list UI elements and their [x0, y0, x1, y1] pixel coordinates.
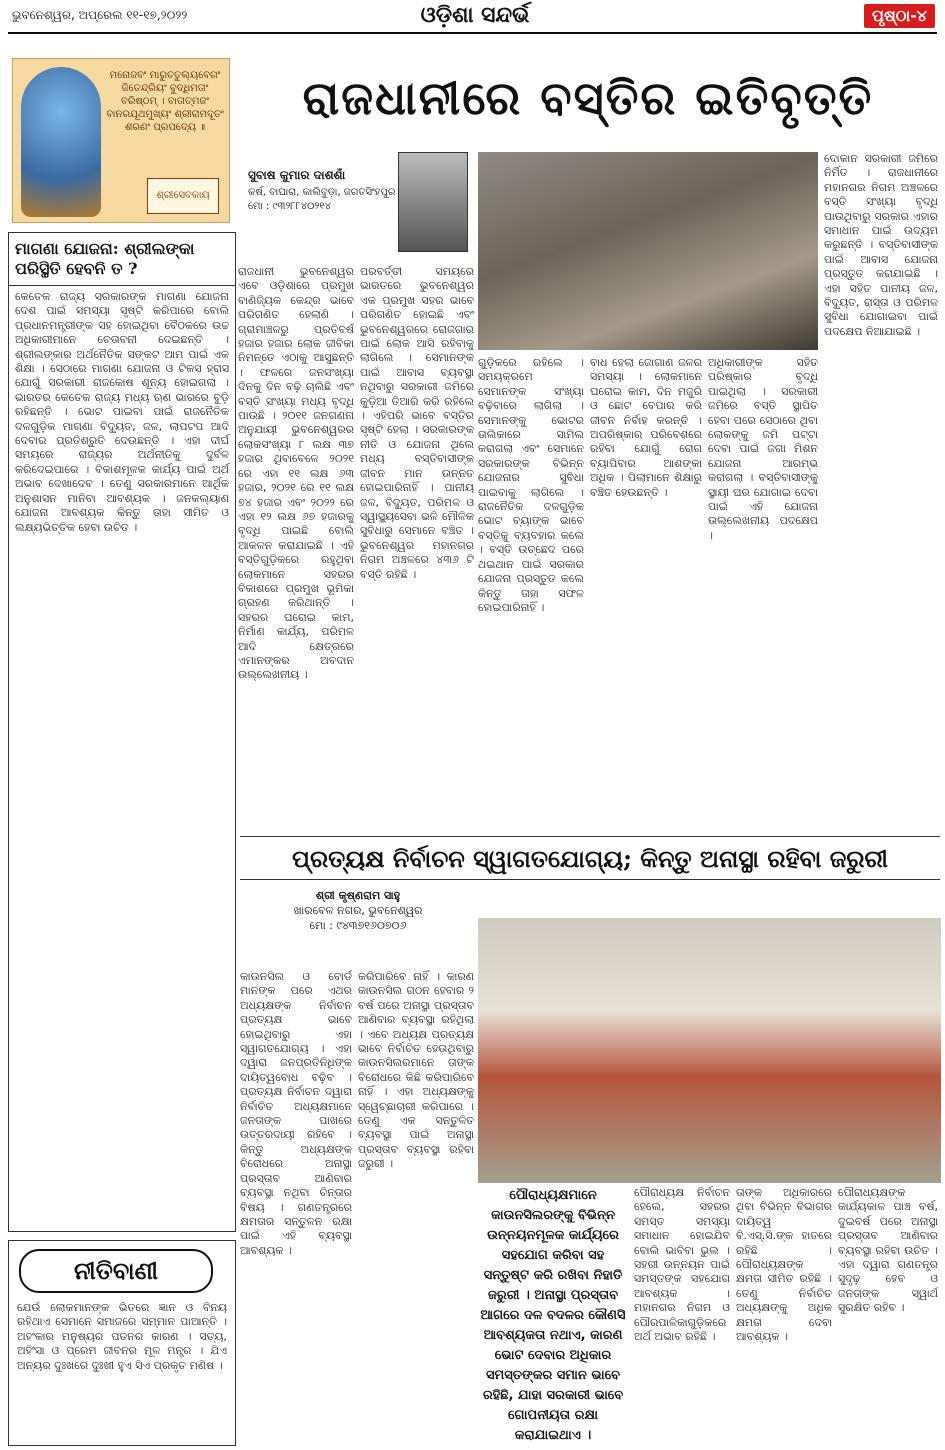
editorial-box: [8, 232, 236, 1232]
page-number-badge: ପୃଷ୍ଠା-୪: [864, 4, 935, 28]
article2-headline: ପ୍ରତ୍ୟକ୍ଷ ନିର୍ବାଚନ ସ୍ୱାଗତଯୋଗ୍ୟ; କିନ୍ତୁ ଅନାସ୍ଥା ରହିବା ଜରୁରୀ: [240, 836, 940, 880]
article1-author: ସୁବାଷ କୁମାର ଦାଶଶାଁ: [248, 168, 346, 182]
article2-column-1: କାଉନସିଲ ଓ ବୋର୍ଡ ମାନଙ୍କ ପରେ ଏଥର ଅଧ୍ୟକ୍ଷଙ୍କ ନିର୍ବାଚନ ପ୍ରତ୍ୟକ୍ଷ ଭାବେ ହୋଇଥିବାରୁ ଏହା ସ୍ୱାଗତଯୋଗ୍ୟ । ଏହା ଦ୍ୱାରା ଜନପ୍ରତିନିଧିଙ୍କ ଦାୟିତ୍ୱବୋଧ ବଢ଼ିବ । ପ୍ରତ୍ୟକ୍ଷ ନିର୍ବାଚନ ଦ୍ୱାରା ନିର୍ବାଚିତ ଅଧ୍ୟକ୍ଷମାନେ ଜନତାଙ୍କ ପାଖରେ ଉତ୍ତରଦାୟୀ ରହିବେ । କିନ୍ତୁ ଅଧ୍ୟକ୍ଷଙ୍କ ବିରୋଧରେ ଅନାସ୍ଥା ପ୍ରସ୍ତାବ ଆଣିବାର ବ୍ୟବସ୍ଥା ନଥିବା ଚିନ୍ତାର ବିଷୟ । ଗଣତନ୍ତ୍ରରେ କ୍ଷମତାର ସନ୍ତୁଳନ ରକ୍ଷା ପାଇଁ ଏହି ବ୍ୟବସ୍ଥା ଆବଶ୍ୟକ ।: [240, 970, 352, 1257]
article1-column-6: ଦୋକାନ ସରକାରୀ ଜମିରେ ନିର୍ମିତ । ରାଜଧାନୀରେ ମହାନଗର ନିଗମ ଅଞ୍ଚଳରେ ବସ୍ତି ସଂଖ୍ୟା ବୃଦ୍ଧି ପାଉଥିବାରୁ ସରକାର ଏହାର ସମାଧାନ ପାଇଁ ଉଦ୍ୟମ କରୁଛନ୍ତି । ବସ୍ତିବାସୀଙ୍କ ପାଇଁ ଆବାସ ଯୋଜନା ପ୍ରସ୍ତୁତ କରାଯାଇଛି । ଏହା ସହିତ ପାନୀୟ ଜଳ, ବିଦ୍ୟୁତ, ରାସ୍ତା ଓ ପରିମଳ ସୁବିଧା ଯୋଗାଇବା ପାଇଁ ପଦକ୍ଷେପ ନିଆଯାଇଛି ।: [824, 152, 938, 338]
article2-author: ଶ୍ରୀ କୃଷ୍ଣରାମ ସାହୁ: [315, 889, 401, 902]
ad-verse: ମନୋଜବଂ ମାରୁତତୁଲ୍ୟବେଗଂ ଜିତେନ୍ଦ୍ରିୟଂ ବୁଦ୍ଧିମତାଂ ବରିଷ୍ଠମ୍ । ବାତାତ୍ମଜଂ ବାନରଯୂଥମୁଖ୍ୟଂ ଶ୍ରୀରାମଦୂତଂ ଶରଣଂ ପ୍ରପଦ୍ୟେ ॥: [106, 70, 224, 133]
devotional-ad: [12, 58, 230, 223]
article1-column-4: ବାଧ ହେଲା ଜୋଗାଣ ଜଳର ସମସ୍ୟା । ଲୋକମାନେ ଘରୋଇ କାମ, ଦିନ ମଜୁରି ଓ ଛୋଟ ବେପାର କରି ଜୀବନ ନିର୍ବାହ କରନ୍ତି । ଅପରିଷ୍କାର ପରିବେଶରେ ରହିବା ଯୋଗୁଁ ରୋଗ ବ୍ୟାପିବାର ଆଶଙ୍କା ଅଧିକ । ପିଲାମାନେ ଶିକ୍ଷାରୁ ବଞ୍ଚିତ ହେଉଛନ୍ତି ।: [590, 356, 702, 499]
article1-column-2: ପରବର୍ତ୍ତୀ ସମୟରେ ଭାରତରେ ଭୁବନେଶ୍ୱର ଏକ ପ୍ରମୁଖ ସହର ଭାବେ ପରିଗଣିତ ହୋଇଛି ଏବଂ ଭୁବନେଶ୍ୱରରେ ରୋଜଗାର ପାଇଁ ଲୋକ ଆସି ରହିବାକୁ ଲାଗିଲେ । ସେମାନଙ୍କ ପାଇଁ ଆବାସ ବ୍ୟବସ୍ଥା ନଥିବାରୁ ସରକାରୀ ଜମିରେ କୁଡ଼ିଆ ତିଆରି କରି ରହିଲେ । ଏହିପରି ଭାବେ ବସ୍ତିର ସୃଷ୍ଟି ହେଲା । ସରକାରଙ୍କ ନୀତି ଓ ଯୋଜନା ଥିଲେ ମଧ୍ୟ ବସ୍ତିବାସୀଙ୍କ ଜୀବନ ମାନ ଉନ୍ନତ ହୋଇପାରିନାହିଁ । ପାନୀୟ ଜଳ, ବିଦ୍ୟୁତ, ପରିମଳ ଓ ସ୍ୱାସ୍ଥ୍ୟସେବା ଭଳି ମୌଳିକ ସୁବିଧାରୁ ସେମାନେ ବଞ୍ଚିତ । ଭୁବନେଶ୍ୱର ମହାନଗର ନିଗମ ଅଞ୍ଚଳରେ ୪୩୬ ଟି ବସ୍ତି ରହିଛି ।: [360, 265, 474, 581]
article1-address: [248, 186, 398, 214]
article2-column-5: ପୌରାଧ୍ୟକ୍ଷଙ୍କ କାର୍ଯ୍ୟକାଳ ପାଞ୍ଚ ବର୍ଷ, ଦୁଇବର୍ଷ ପରେ ଅନାସ୍ଥା ପ୍ରସ୍ତାବ ଆଣିବାର ବ୍ୟବସ୍ଥା ରହିବା ଉଚିତ । ଏହା ଦ୍ୱାରା ଗଣତନ୍ତ୍ର ସୁଦୃଢ଼ ହେବ ଓ ଜନତାଙ୍କ ସ୍ୱାର୍ଥ ସୁରକ୍ଷିତ ରହିବ ।: [838, 1186, 938, 1315]
article1-column-3: ଗୁଡ଼ିକରେ ରହିଲେ । ସମୟକ୍ରମେ ସେମାନଙ୍କ ସଂଖ୍ୟା ବଢ଼ିବାରେ ଲାଗିଲା । ସେମାନଙ୍କୁ ଭୋଟର ତାଲିକାରେ ସାମିଲ କରାଗଲା ଏବଂ ସେମାନେ ସରକାରଙ୍କ ବିଭିନ୍ନ ଯୋଜନାର ସୁବିଧା ପାଇବାକୁ ଲାଗିଲେ । ରାଜନୈତିକ ଦଳଗୁଡ଼ିକ ଭୋଟ ବ୍ୟାଙ୍କ ଭାବେ ବସ୍ତିକୁ ବ୍ୟବହାର କଲେ । ବସ୍ତି ଉଚ୍ଛେଦ ପରେ ଥଇଥାନ ପାଇଁ ସରକାର ଯୋଜନା ପ୍ରସ୍ତୁତ କଲେ କିନ୍ତୁ ତାହା ସଫଳ ହୋଇପାରିନାହିଁ ।: [478, 356, 584, 614]
editorial-title: ମାଗଣା ଯୋଜନା: ଶ୍ରୀଲଙ୍କା ପରିସ୍ଥିତି ହେବନି ତ ?: [9, 233, 235, 286]
editorial-body: କେତେକ ରାଜ୍ୟ ସରକାରଙ୍କ ମାଗଣା ଯୋଜନା ଦେଶ ପାଇଁ ସମସ୍ୟା ସୃଷ୍ଟି କରିପାରେ ବୋଲି ପ୍ରଧାନମନ୍ତ୍ରୀଙ୍କ ସହ ହୋଇଥିବା ବୈଠକରେ ଉଚ୍ଚ ଅଧିକାରୀମାନେ ଚେତାବନୀ ଦେଇଛନ୍ତି । ଶ୍ରୀଲଙ୍କାର ଅର୍ଥନୈତିକ ସଙ୍କଟ ଆମ ପାଇଁ ଏକ ଶିକ୍ଷା । ସେଠାରେ ମାଗଣା ଯୋଜନା ଓ ଟିକସ ହ୍ରାସ ଯୋଗୁଁ ସରକାରୀ ରାଜକୋଷ ଶୂନ୍ୟ ହୋଇଗଲା । ଭାରତର କେତେକ ରାଜ୍ୟ ମଧ୍ୟ ଋଣ ଭାରରେ ବୁଡ଼ି ରହିଛନ୍ତି । ଭୋଟ ପାଇବା ପାଇଁ ରାଜନୈତିକ ଦଳଗୁଡ଼ିକ ମାଗଣା ବିଦ୍ୟୁତ, ଜଳ, ଲାପଟପ ଆଦି ଦେବାର ପ୍ରତିଶ୍ରୁତି ଦେଉଛନ୍ତି । ଏହା ଦୀର୍ଘ ସମୟରେ ରାଜ୍ୟର ଅର୍ଥନୀତିକୁ ଦୁର୍ବଳ କରିଦେଇପାରେ । ବିକାଶମୂଳକ କାର୍ଯ୍ୟ ପାଇଁ ଅର୍ଥ ଅଭାବ ଦେଖାଦେବ । ତେଣୁ ସରକାରମାନେ ଆର୍ଥିକ ଅନୁଶାସନ ମାନିବା ଆବଶ୍ୟକ । ଜନକଲ୍ୟାଣ ଯୋଜନା ଆବଶ୍ୟକ କିନ୍ତୁ ତାହା ସୀମିତ ଓ ଲକ୍ଷ୍ୟଭିତ୍ତିକ ହେବା ଉଚିତ ।: [15, 290, 229, 534]
article2-address: ଖାରବେଳ ନଗର, ଭୁବନେଶ୍ୱର: [293, 904, 423, 917]
ad-sponsor-logo: ଶ୍ରୀସେବକାୟ: [147, 178, 219, 214]
article1-column-5: ଅଧିକାରୀଙ୍କ ସହିତ ପରିଷ୍କାର ବୃଦ୍ଧି ପାଇଥିଲା । ସରକାରୀ ଜମିରେ ବସ୍ତି ସ୍ଥାପିତ ହେବା ପରେ ସେଠାରେ ଥିବା ଲୋକଙ୍କୁ ଜମି ପଟ୍ଟା ଦେବା ପାଇଁ ଜଗା ମିଶନ ଯୋଜନା ଆରମ୍ଭ କରାଗଲା । ବସ୍ତିବାସୀଙ୍କୁ ସ୍ଥାୟୀ ଘର ଯୋଗାଇ ଦେବା ପାଇଁ ଏହି ଯୋଜନା ଉଲ୍ଲେଖନୀୟ ପଦକ୍ଷେପ ।: [708, 356, 818, 542]
article2-column-2: କରିପାରିବେ ନାହିଁ । କାରଣ କାଉନସିଲ ଗଠନ ହେବାର ୨ ବର୍ଷ ପରେ ଅନାସ୍ଥା ପ୍ରସ୍ତାବ ଆଣିବାର ବ୍ୟବସ୍ଥା ରହିଥିଲା । ଏବେ ଅଧ୍ୟକ୍ଷ ପ୍ରତ୍ୟକ୍ଷ ଭାବେ ନିର୍ବାଚିତ ହେଉଥିବାରୁ କାଉନସିଲରମାନେ ତାଙ୍କ ବିରୋଧରେ କିଛି କରିପାରିବେ ନାହିଁ । ଏହା ଅଧ୍ୟକ୍ଷଙ୍କୁ ସ୍ୱେଚ୍ଛାଚାରୀ କରିପାରେ । ତେଣୁ ଏକ ସନ୍ତୁଳିତ ବ୍ୟବସ୍ଥା ପାଇଁ ଅନାସ୍ଥା ପ୍ରସ୍ତାବ ବ୍ୟବସ୍ଥା ରହିବା ଜରୁରୀ ।: [358, 970, 474, 1171]
hanuman-image: [21, 67, 101, 217]
author-photo: [398, 152, 468, 252]
nitibani-title: ନୀତିବାଣୀ: [19, 1249, 213, 1293]
article2-byline: [240, 888, 476, 968]
nitibani-body: ଯେଉଁ ଲୋକମାନଙ୍କ ଭିତରେ ଜ୍ଞାନ ଓ ବିନୟ ରହିଥାଏ ସେମାନେ ସମାଜରେ ସମ୍ମାନ ପାଆନ୍ତି । ଅହଂକାର ମନୁଷ୍ୟର ପତନର କାରଣ । ସତ୍ୟ, ଅହିଂସା ଓ ପ୍ରେମ ଜୀବନର ମୂଳ ମନ୍ତ୍ର । ଯିଏ ଅନ୍ୟର ଦୁଃଖରେ ଦୁଃଖୀ ହୁଏ ସିଏ ପ୍ରକୃତ ମଣିଷ ।: [17, 1301, 227, 1372]
article1-column-1: ରାଜଧାନୀ ଭୁବନେଶ୍ୱର ଏବେ ଓଡ଼ିଶାରେ ପ୍ରମୁଖ ବାଣିଜ୍ୟିକ କେନ୍ଦ୍ର ଭାବେ ପରିଗଣିତ ହେଲାଣି । ଗ୍ରାମାଞ୍ଚଳରୁ ପ୍ରତିବର୍ଷ ହଜାର ହଜାର ଲୋକ ଜୀବିକା ନିମନ୍ତେ ଏଠାକୁ ଆସୁଛନ୍ତି । ଫଳରେ ଜନସଂଖ୍ୟା ଦିନକୁ ଦିନ ବଢ଼ି ଚାଲିଛି ଏବଂ ବସ୍ତି ସଂଖ୍ୟା ମଧ୍ୟ ବୃଦ୍ଧି ପାଉଛି । ୨୦୧୧ ଜନଗଣନା ଅନୁଯାୟୀ ଭୁବନେଶ୍ୱରର ଲୋକସଂଖ୍ୟା ୮ ଲକ୍ଷ ୩୭ ହଜାର ଥିବାବେଳେ ୨୦୨୧ ରେ ଏହା ୧୧ ଲକ୍ଷ ୬୩ ହଜାର, ୨୦୨୧ ରେ ୧୧ ଲକ୍ଷ ୭୪ ହଜାର ଏବଂ ୨୦୨୨ ରେ ଏହା ୧୨ ଲକ୍ଷ ୬୭ ହଜାରକୁ ବୃଦ୍ଧି ପାଇଛି ବୋଲି ଆକଳନ କରାଯାଇଛି । ଏହି ବସ୍ତିଗୁଡ଼ିକରେ ରହୁଥିବା ଲୋକମାନେ ସହରର ବିକାଶରେ ପ୍ରମୁଖ ଭୂମିକା ଗ୍ରହଣ କରିଥାନ୍ତି । ସହରର ଘରୋଇ କାମ, ନିର୍ମାଣ କାର୍ଯ୍ୟ, ପରିମଳ ଆଦି କ୍ଷେତ୍ରରେ ଏମାନଙ୍କର ଅବଦାନ ଉଲ୍ଲେଖନୀୟ ।: [238, 265, 354, 682]
voters-queue-photo: [478, 918, 941, 1183]
article2-phone: ମୋ : ୯୪୩୭୧୬୦୭୦୬: [309, 919, 407, 932]
article2-column-3: ପୌରାଧ୍ୟକ୍ଷ ନିର୍ବାଚନ ହେଲେ, ସହରର ସମସ୍ତ ସମସ୍ୟା ସମାଧାନ ହୋଇଯିବ ବୋଲି ଭାବିବା ଭୁଲ । ସହରୀ ଉନ୍ନୟନ ପାଇଁ ସମସ୍ତଙ୍କ ସହଯୋଗ ଆବଶ୍ୟକ । ମହାନଗର ନିଗମ ଓ ପୌରପାଳିକାଗୁଡ଼ିକରେ ଅର୍ଥ ଅଭାବ ରହିଛି ।: [634, 1186, 730, 1344]
slum-photo: [478, 152, 818, 350]
article2-column-4: ତାଙ୍କ ଅଧିକାରରେ ଥିବା ବିଭିନ୍ନ ବିଭାଗର ଦାୟିତ୍ୱ ବି.ଏସ୍.ସି.ଙ୍କ ହାତରେ ରହିଛି । ପୌରାଧ୍ୟକ୍ଷଙ୍କ କ୍ଷମତା ସୀମିତ ରହିଛି । ତେଣୁ ନିର୍ବାଚିତ ଅଧ୍ୟକ୍ଷଙ୍କୁ ଅଧିକ କ୍ଷମତା ଦେବା ଆବଶ୍ୟକ ।: [736, 1186, 832, 1344]
article1-headline: ରାଜଧାନୀରେ ବସ୍ତିର ଇତିବୃତ୍ତି: [302, 71, 874, 125]
nitibani-box: [8, 1240, 236, 1446]
issue-date: ଭୁବନେଶ୍ୱର, ଅପ୍ରେଲ ୧୧-୧୭,୨୦୨୨: [12, 8, 188, 22]
article1-byline: [238, 152, 468, 262]
article1-address-text: କର୍ଷ, ବାଘାରା, କାଲିବୁଡ଼ା, ଜଗତସିଂହପୁର: [248, 187, 396, 198]
article2-pullquote: ପୌରାଧ୍ୟକ୍ଷମାନେ କାଉନସିଲରଙ୍କୁ ବିଭିନ୍ନ ଉନ୍ନୟନମୂଳକ କାର୍ଯ୍ୟରେ ସହଯୋଗ କରିବା ସହ ସନ୍ତୁଷ୍ଟ କରି ରଖିବା ନିହାତି ଜରୁରୀ । ଅନାସ୍ଥା ପ୍ରସ୍ତାବ ଆଗରେ ଦଳ ବଦଳର କୌଣସି ଆବଶ୍ୟକତା ନଥାଏ, କାରଣ ଭୋଟ ଦେବାର ଅଧିକାର ସମସ୍ତଙ୍କର ସମାନ ଭାବେ ରହିଛି, ଯାହା ସରକାରୀ ଭାବେ ଗୋପନୀୟତା ରକ୍ଷା କରାଯାଇଥାଏ ।: [480, 1188, 626, 1443]
header-rule: [8, 32, 937, 34]
article1-phone: ମୋ : ୯୩୨୮୮୪୦୨୧୪: [248, 201, 331, 212]
masthead: ଓଡ଼ିଶା ସନ୍ଦର୍ଭ: [420, 2, 530, 28]
